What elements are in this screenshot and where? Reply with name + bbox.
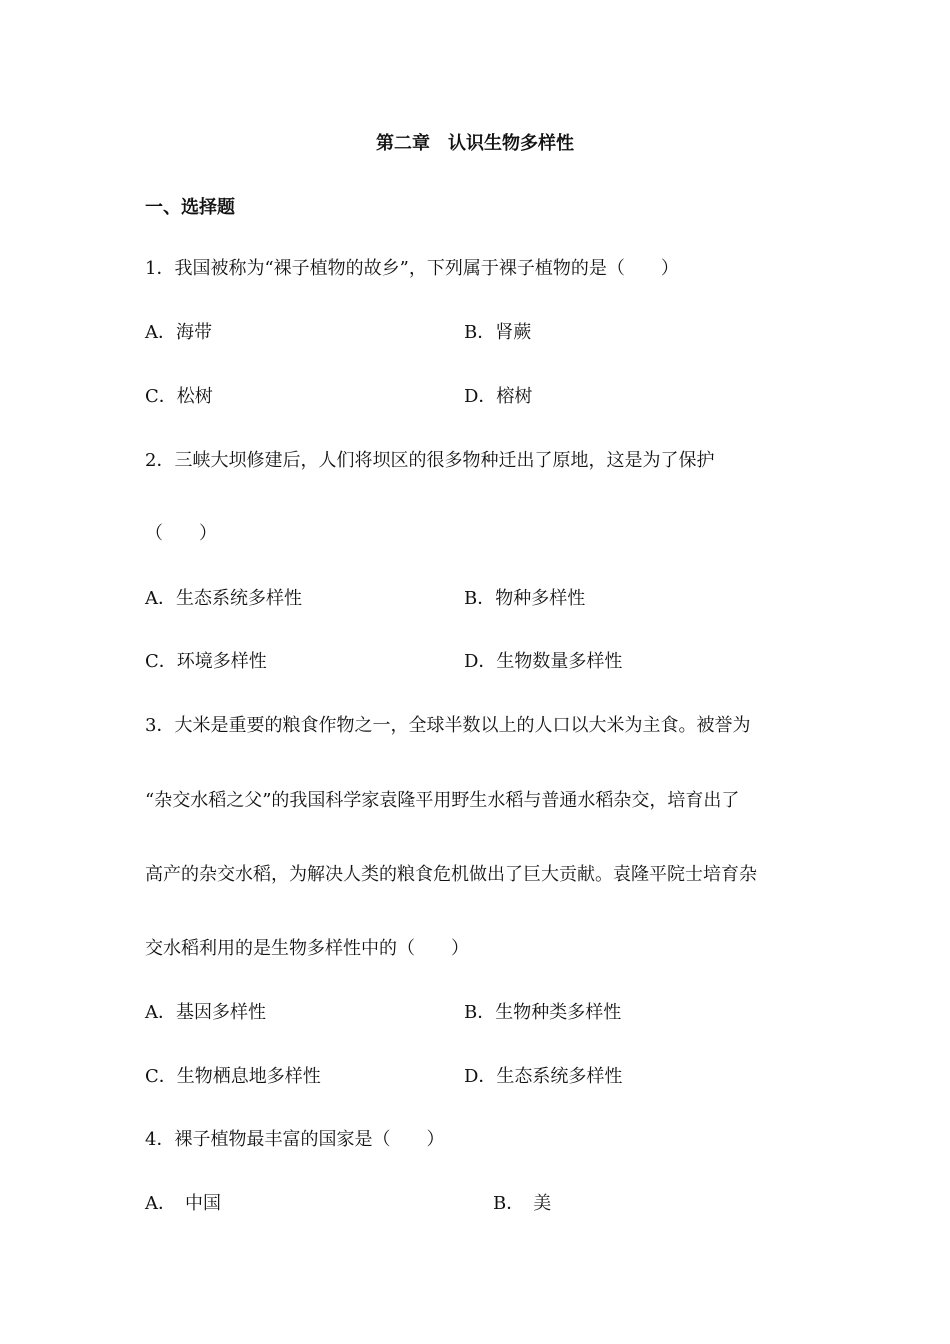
section-heading: 一、选择题: [145, 197, 235, 218]
question-stem-line: 1．我国被称为“裸子植物的故乡”，下列属于裸子植物的是（ ）: [145, 258, 679, 279]
option-d: D．生物数量多样性: [464, 651, 623, 672]
question-stem-line: 3．大米是重要的粮食作物之一，全球半数以上的人口以大米为主食。被誉为: [145, 715, 751, 736]
chapter-title: 第二章 认识生物多样性: [376, 133, 574, 154]
option-c: C．环境多样性: [145, 651, 267, 672]
question-stem-line: 4．裸子植物最丰富的国家是（ ）: [145, 1129, 445, 1150]
option-c: C．生物栖息地多样性: [145, 1066, 321, 1087]
option-d: D．榕树: [464, 386, 533, 407]
option-a: A． 中国: [145, 1193, 221, 1214]
option-b: B．肾蕨: [464, 322, 532, 343]
option-b: B．生物种类多样性: [464, 1002, 622, 1023]
option-b: B． 美: [493, 1193, 552, 1214]
question-stem-line: 交水稻利用的是生物多样性中的（ ）: [145, 938, 469, 959]
option-c: C．松树: [145, 386, 213, 407]
option-b: B．物种多样性: [464, 588, 586, 609]
question-stem-line: “杂交水稻之父”的我国科学家袁隆平用野生水稻与普通水稻杂交，培育出了: [145, 790, 740, 811]
option-d: D．生态系统多样性: [464, 1066, 623, 1087]
option-a: A．生态系统多样性: [145, 588, 302, 609]
option-a: A．海带: [145, 322, 212, 343]
question-stem-line: （ ）: [145, 523, 217, 544]
option-a: A．基因多样性: [145, 1002, 266, 1023]
question-stem-line: 2．三峡大坝修建后，人们将坝区的很多物种迁出了原地，这是为了保护: [145, 450, 715, 471]
question-stem-line: 高产的杂交水稻，为解决人类的粮食危机做出了巨大贡献。袁隆平院士培育杂: [145, 864, 757, 885]
